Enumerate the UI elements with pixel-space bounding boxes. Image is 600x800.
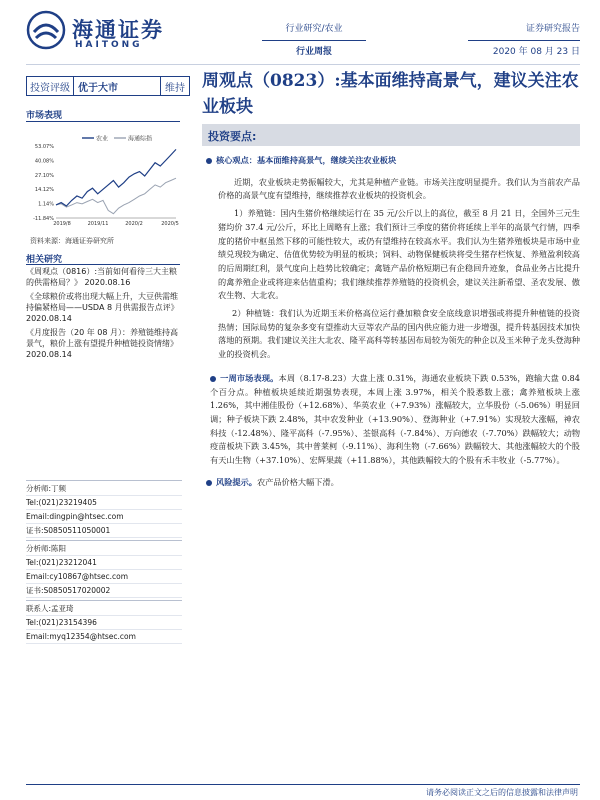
chart-source: 资料来源：海通证券研究所	[30, 237, 114, 245]
y-tick-label: 1.14%	[38, 201, 54, 208]
report-category: 行业研究/农业	[285, 24, 343, 34]
key-points-header: 投资要点:	[202, 124, 580, 146]
bullet-icon	[206, 480, 212, 486]
y-tick-label: 14.12%	[34, 187, 54, 194]
market-heading: 市场表现	[26, 111, 63, 121]
related-divider	[26, 264, 180, 265]
risk-warning	[202, 476, 580, 490]
header-divider	[26, 64, 580, 65]
planting-paragraph: 2）种植链：我们认为近期玉米价格高位运行叠加粮食安全底线意识增强或将提升种植链的投资热情；国际局势的复杂多变有望推动大豆等农产品的国内供应能力进一步增强，提升转基因技术加快落地的预期。我们建议关注大北农、隆平高科等转基因布局较为领先的种企以及玉米种子龙头登海种业的投资机会。	[218, 308, 580, 360]
y-tick-label: 27.10%	[34, 172, 54, 179]
y-tick-label: 40.08%	[34, 158, 54, 165]
report-kind: 证券研究报告	[525, 24, 580, 34]
analyst-email[interactable]: Email:cy10867@htsec.com	[26, 570, 182, 584]
analyst-block	[26, 480, 182, 538]
report-type: 行业周报	[262, 40, 366, 63]
analyst-contacts	[26, 480, 182, 646]
footer-divider	[26, 784, 580, 785]
analyst-name: 分析师:陈阳	[26, 542, 182, 556]
analyst-block	[26, 540, 182, 598]
investment-rating	[26, 76, 190, 96]
x-tick-label: 2019/8	[53, 221, 71, 227]
analyst-email[interactable]: Email:dingpin@htsec.com	[26, 510, 182, 524]
analyst-block	[26, 600, 182, 644]
disclaimer-footer: 请务必阅读正文之后的信息披露和法律声明	[426, 788, 578, 797]
analyst-name: 联系人:孟亚琦	[26, 602, 182, 616]
weekly-text: 本周（8.17-8.23）大盘上涨 0.31%，海通农业板块下跌 0.53%，跑输大盘 0.84 个百分点。种植板块延续近期强势表现，本周上涨 3.97%，相关个股悉数上涨；禽养殖板块上涨 1.26%，其中湘佳股份（+12.68%）、华英农业（+7.93%）涨幅较大，立华股份（-5.06%）明显回调；种子板块下跌 2.48%，其中农发种业（+13.90%）、登海种业（+7.91%）实现较大涨幅，神农科技（-12.48%）、隆平高科（-7.95%）、荃银高科（-7.84%）、万向德农（-7.70%）跌幅较大；动物疫苗板块下跌 3.45%，其中普莱柯（-9.11%）、海利生物（-7.66%）跌幅较大、其他涨幅较大的个股有天山生物（+37.10%）、宏辉果蔬（+11.88%），其他跌幅较大的个股有禾丰牧业（-5.77%）。	[210, 372, 581, 466]
risk-lead: 风险提示。	[216, 476, 257, 487]
legend-index-label: 海通综指	[128, 135, 153, 143]
weekly-lead: 一周市场表现。	[220, 372, 279, 383]
analyst-tel: Tel:(021)23219405	[26, 496, 182, 510]
y-tick-label: -11.84%	[33, 216, 54, 222]
haitong-logo-icon	[26, 10, 66, 50]
market-performance-chart	[26, 130, 182, 236]
bullet-icon	[210, 376, 216, 382]
related-list	[26, 266, 184, 363]
related-item[interactable]: 《周观点（0816）:当前如何看待三大主粮的供需格局？》 2020.08.16	[26, 267, 178, 287]
report-title: 周观点（0823）:基本面维持高景气，建议关注农业板块	[202, 71, 579, 117]
x-tick-label: 2020/2	[125, 221, 143, 227]
logo-chinese: 海通证券	[72, 17, 164, 42]
company-logo	[26, 10, 226, 54]
series-line-agri	[56, 149, 176, 206]
intro-paragraph: 近期，农业板块走势振幅较大，尤其是种植产业链。市场关注度明显提升。我们认为当前农产品价格的高景气度有望维持，继续推荐农业板块的投资机会。	[218, 176, 580, 201]
y-tick-label: 53.07%	[34, 144, 54, 150]
analyst-cert: 证书:S0850517020002	[26, 584, 182, 598]
analyst-cert: 证书:S0850511050001	[26, 524, 182, 538]
weekly-performance	[202, 372, 580, 468]
header-category-block	[262, 18, 366, 63]
legend-agri-label: 农业	[96, 135, 109, 143]
chart-legend	[82, 135, 152, 143]
logo-english: HAITONG	[75, 40, 143, 50]
rating-label: 投资评级	[27, 77, 74, 95]
core-view: 核心观点：基本面维持高景气，继续关注农业板块	[206, 154, 580, 168]
bullet-icon	[206, 158, 212, 164]
rating-value: 优于大市	[78, 82, 118, 94]
header-right-block	[468, 18, 580, 63]
related-item[interactable]: 《月度报告（20 年 08 月）：养殖链维持高景气，粮价上涨有望提升种植链投资情绪》 2020.08.14	[26, 328, 178, 359]
related-heading: 相关研究	[26, 255, 63, 265]
rating-trend: 维持	[160, 77, 189, 95]
analyst-tel: Tel:(021)23212041	[26, 556, 182, 570]
market-divider	[26, 121, 180, 122]
risk-text: 农产品价格大幅下滑。	[256, 476, 339, 487]
x-tick-label: 2020/5	[161, 221, 179, 227]
analyst-tel: Tel:(021)23154396	[26, 616, 182, 630]
analyst-name: 分析师:丁频	[26, 482, 182, 496]
x-tick-label: 2019/11	[87, 221, 109, 227]
analyst-email[interactable]: Email:myq12354@htsec.com	[26, 630, 182, 644]
related-item[interactable]: 《全球粮价或将出现大幅上升，大豆供需维持偏紧格局——USDA 8 月供需报告点评》 2020.08.14	[26, 292, 179, 323]
livestock-paragraph: 1）养殖链：国内生猪价格继续运行在 35 元/公斤以上的高位，截至 8 月 21 日，全国外三元生猪均价 37.4 元/公斤，环比上周略有上涨；我们预计三季度的猪价将延续上半年的高景气行情，四季度的猪价中枢虽然下移的可能性较大，或仍有望维持在较高水平。我们认为生猪养殖板块是市场中业绩兑现较为确定、估值优势较为明显的板块；饲料、动物保健板块将受生猪存栏恢复、养殖盈利较高的后周期红利，景气度向上趋势比较确定；禽链产品价格短期已有企稳回升迹象，食品业务占比提升的禽养殖企业或将迎来估值重构；我们继续推荐养殖链的投资机会，建议关注新希望、圣农发展、傲农生物、大北农。	[218, 208, 580, 301]
report-date: 2020 年 08 月 23 日	[468, 40, 580, 63]
main-body	[202, 150, 580, 489]
